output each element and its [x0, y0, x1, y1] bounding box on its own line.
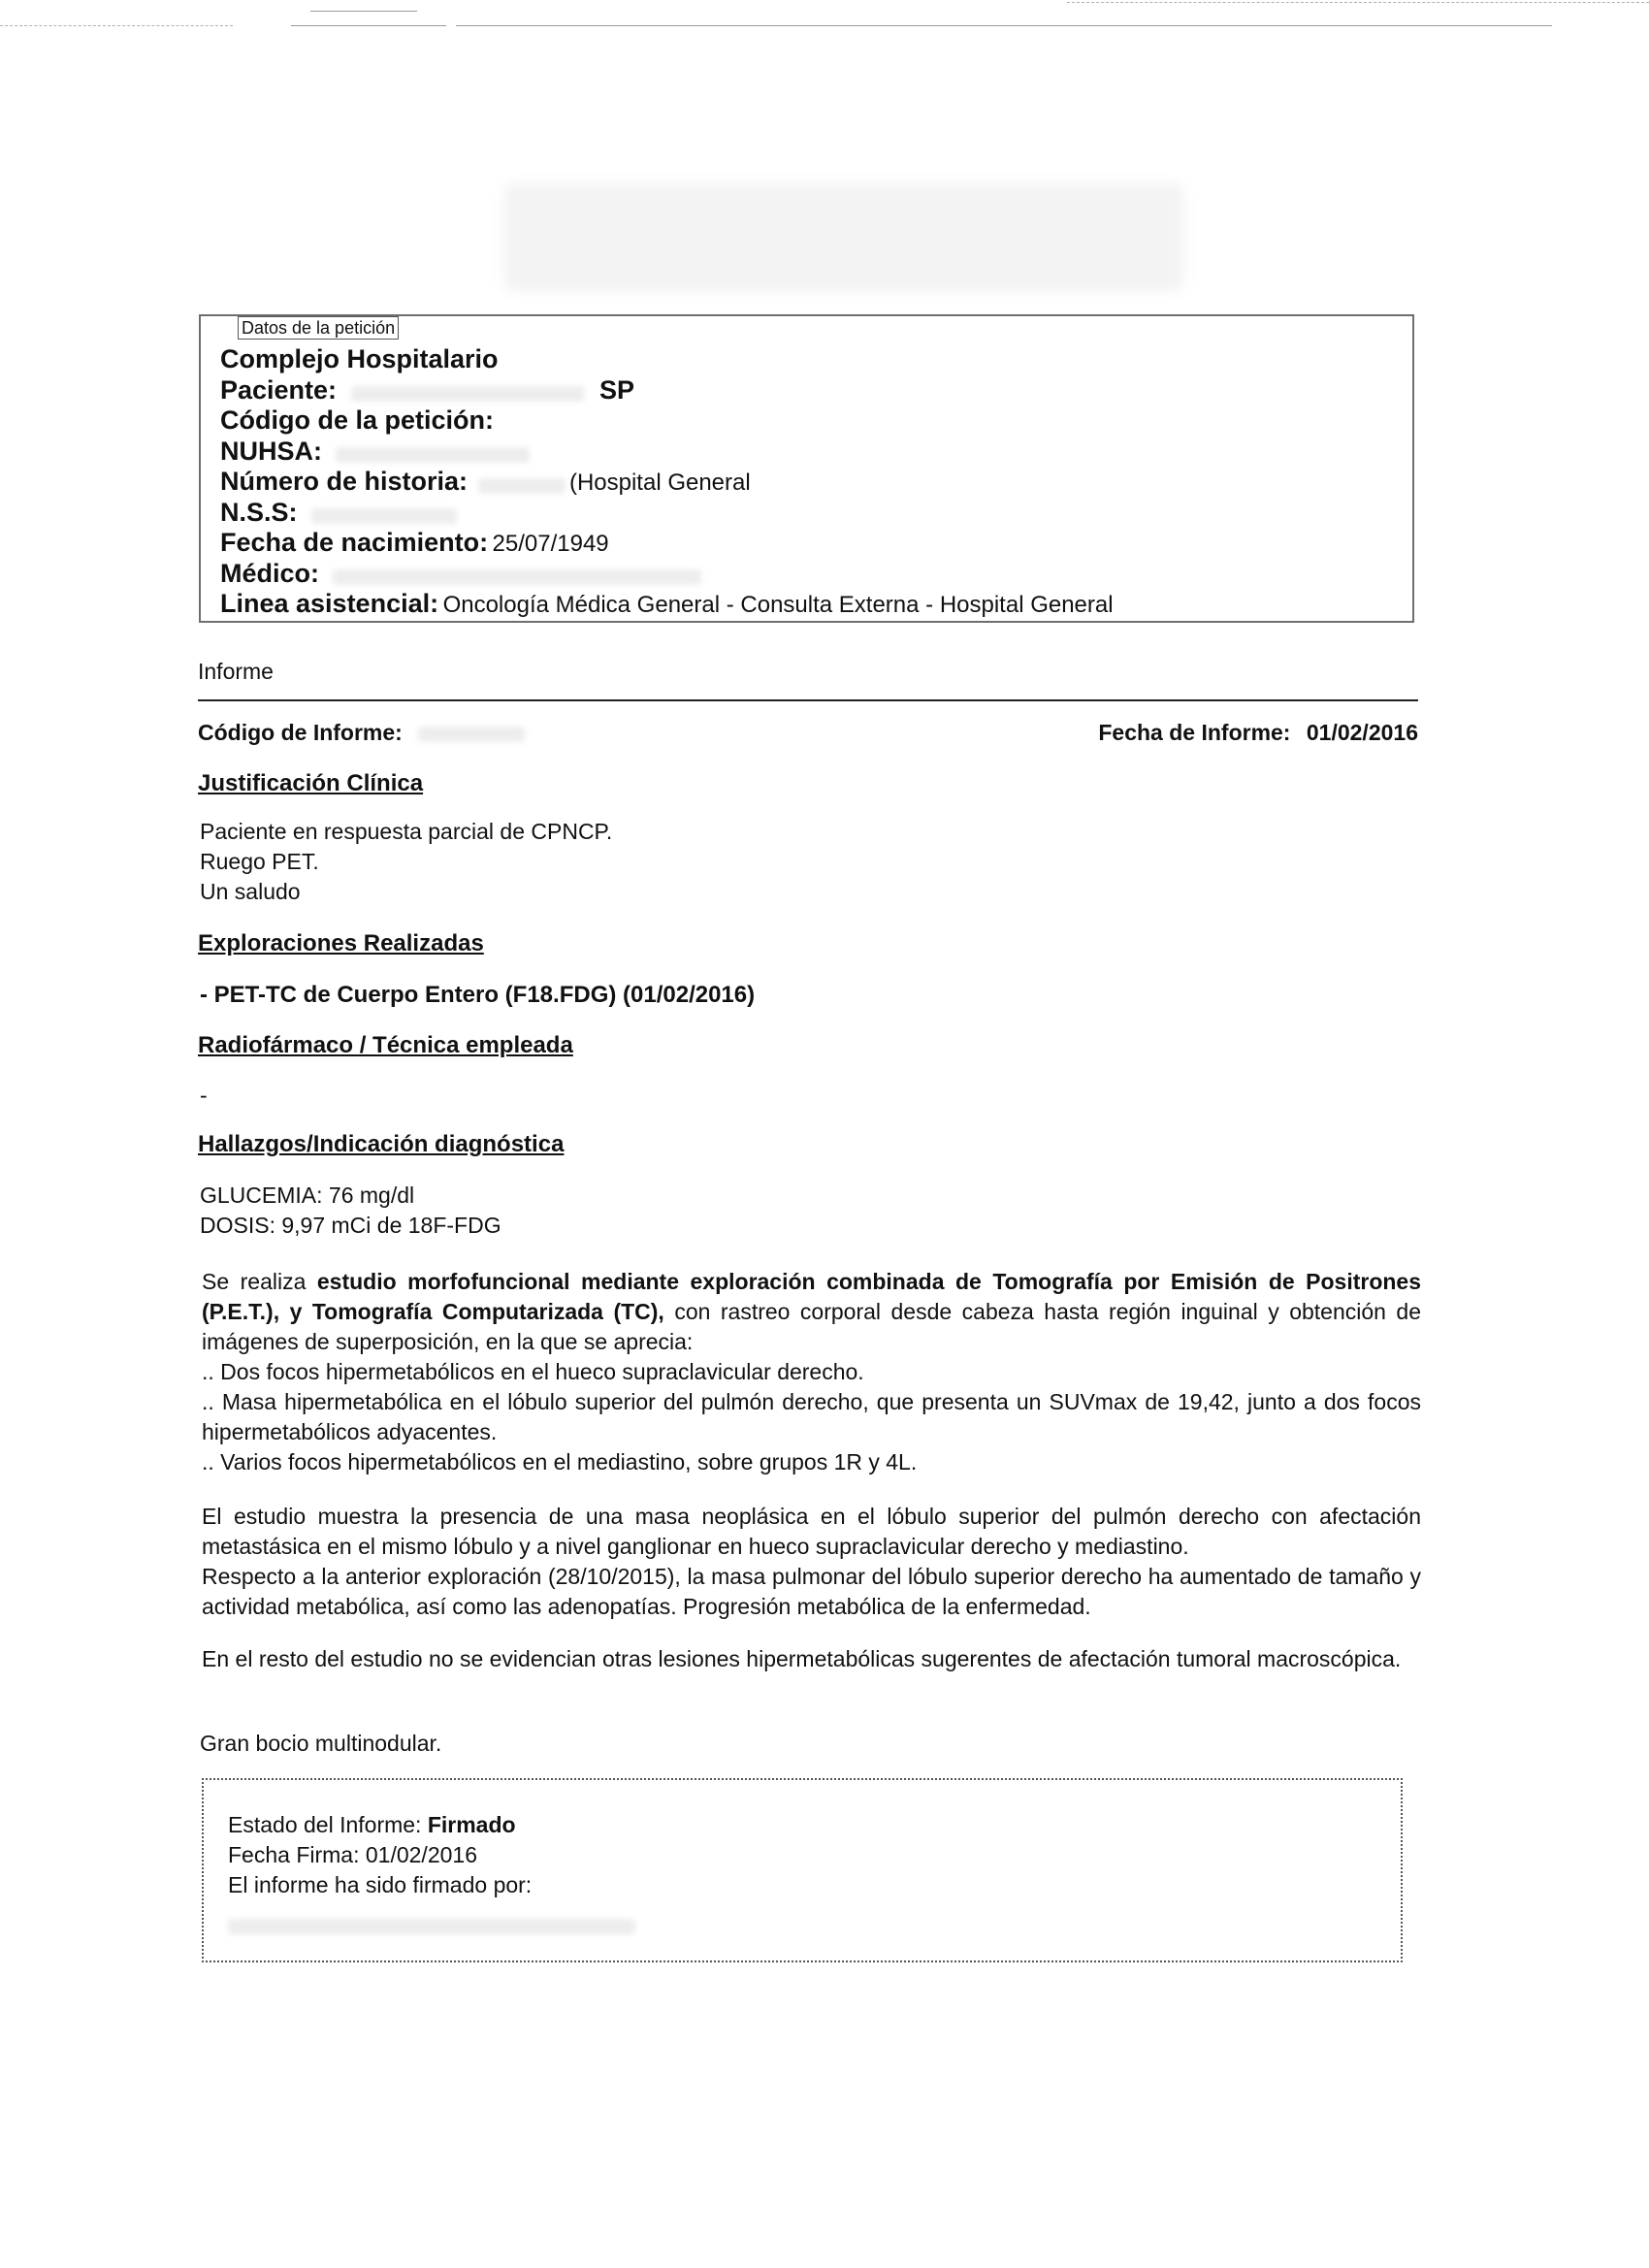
redacted-value: [311, 508, 457, 524]
findings-intro: [202, 1267, 1421, 1357]
dosis-line: DOSIS: 9,97 mCi de 18F-FDG: [200, 1213, 501, 1238]
findings-measurements: [200, 1181, 501, 1241]
findings-heading: Hallazgos/Indicación diagnóstica: [198, 1131, 565, 1157]
scan-artifact-line: [310, 11, 417, 12]
conclusion-paragraph: [202, 1502, 1421, 1622]
scan-artifact-line: [291, 25, 446, 26]
signature-date-label: Fecha Firma:: [228, 1842, 360, 1867]
field-value: 25/07/1949: [492, 531, 609, 557]
report-code-label: Código de Informe:: [198, 720, 403, 745]
signed-by: El informe ha sido firmado por:: [228, 1872, 533, 1897]
rest-paragraph: En el resto del estudio no se evidencian otras lesiones hipermetabólicas sugerentes de afectación tumoral macroscópica.: [202, 1646, 1402, 1671]
redacted-value: [333, 569, 701, 585]
field-label: Código de la petición:: [220, 405, 494, 435]
intro-text: con rastreo corporal desde cabeza hasta región inguinal y obtención de imágenes de superposición, en la que se aprecia:: [202, 1299, 1421, 1354]
signature-status: [228, 1810, 635, 1840]
field-label: N.S.S:: [220, 497, 298, 527]
scan-artifact-line: [456, 25, 1552, 26]
report-date-label: Fecha de Informe:: [1098, 720, 1291, 745]
field-label: Número de historia:: [220, 467, 469, 496]
section-divider: [198, 699, 1418, 701]
radiopharm-value: -: [200, 1083, 208, 1108]
field-value: SP: [598, 374, 634, 405]
justification-line: Paciente en respuesta parcial de CPNCP.: [200, 819, 613, 844]
scan-artifact-line: [1067, 2, 1649, 3]
justification-text: [200, 817, 612, 907]
conclusion-text: El estudio muestra la presencia de una masa neoplásica en el lóbulo superior del pulmón derecho con afectación metastásica en el mismo lóbulo y a nivel ganglionar en hueco supraclavicular derecho y mediastino.: [202, 1504, 1421, 1559]
finding-bullet: .. Dos focos hipermetabólicos en el hueco supraclavicular derecho.: [202, 1359, 864, 1384]
field-label: Linea asistencial:: [220, 589, 439, 618]
request-legend: Datos de la petición: [238, 316, 399, 340]
field-birth-date: [220, 528, 1114, 559]
goiter-line: Gran bocio multinodular.: [200, 1731, 442, 1756]
report-date-value: 01/02/2016: [1306, 720, 1418, 745]
signature-info: [228, 1810, 635, 1940]
report-section-title: Informe: [198, 659, 274, 684]
field-care-line: [220, 589, 1114, 620]
field-nss: [220, 498, 1114, 529]
field-request-code: [220, 405, 1114, 437]
finding-bullet: .. Masa hipermetabólica en el lóbulo superior del pulmón derecho, que presenta un SUVmax de 19,42, junto a dos focos hipermetabólicos adyacentes.: [202, 1389, 1421, 1444]
field-label: Complejo Hospitalario: [220, 344, 499, 373]
justification-line: Un saludo: [200, 879, 301, 904]
signature-date-value: 01/02/2016: [365, 1842, 477, 1867]
field-value: Oncología Médica General - Consulta Externa - Hospital General: [442, 592, 1114, 618]
field-label: Paciente:: [220, 374, 338, 405]
field-label: NUHSA:: [220, 436, 322, 466]
status-label: Estado del Informe:: [228, 1812, 422, 1837]
justification-heading: Justificación Clínica: [198, 770, 424, 796]
redacted-value: [478, 478, 566, 494]
field-doctor: [220, 559, 1114, 590]
field-history-number: [220, 467, 1114, 498]
field-label: Médico:: [220, 558, 320, 588]
field-label: Fecha de nacimiento:: [220, 528, 489, 557]
signature-date: [228, 1840, 635, 1870]
exploration-item: - PET-TC de Cuerpo Entero (F18.FDG) (01/02/2016): [200, 982, 756, 1008]
finding-bullet: .. Varios focos hipermetabólicos en el mediastino, sobre grupos 1R y 4L.: [202, 1449, 918, 1474]
scan-artifact-line: [0, 25, 233, 26]
glucemia-line: GLUCEMIA: 76 mg/dl: [200, 1183, 415, 1208]
redacted-value: [418, 727, 525, 742]
request-fields: [220, 344, 1114, 620]
redacted-signer: [228, 1910, 635, 1940]
redacted-value: [336, 447, 530, 463]
status-value: Firmado: [427, 1812, 516, 1837]
justification-line: Ruego PET.: [200, 849, 319, 874]
redacted-value: [228, 1919, 635, 1934]
intro-bold-text: estudio morfofuncional mediante exploración combinada de Tomografía por Emisión de Positrones (P.E.T.), y Tomografía Computarizada (TC),: [202, 1269, 1422, 1324]
field-nuhsa: [220, 437, 1114, 468]
field-hospital: [220, 344, 1114, 375]
field-patient: [220, 375, 1114, 406]
field-value: (Hospital General: [568, 470, 751, 496]
report-code-row: [198, 718, 1418, 747]
intro-text: Se realiza: [202, 1269, 307, 1294]
explorations-heading: Exploraciones Realizadas: [198, 930, 484, 956]
redacted-header-ghost: [504, 184, 1183, 291]
redacted-value: [351, 386, 584, 402]
findings-description: [202, 1267, 1421, 1477]
radiopharm-heading: Radiofármaco / Técnica empleada: [198, 1032, 573, 1058]
conclusion-text: Respecto a la anterior exploración (28/10/2015), la masa pulmonar del lóbulo superior derecho ha aumentado de tamaño y actividad metabólica, así como las adenopatías. Progresión metabólica de la enfermedad.: [202, 1564, 1421, 1619]
